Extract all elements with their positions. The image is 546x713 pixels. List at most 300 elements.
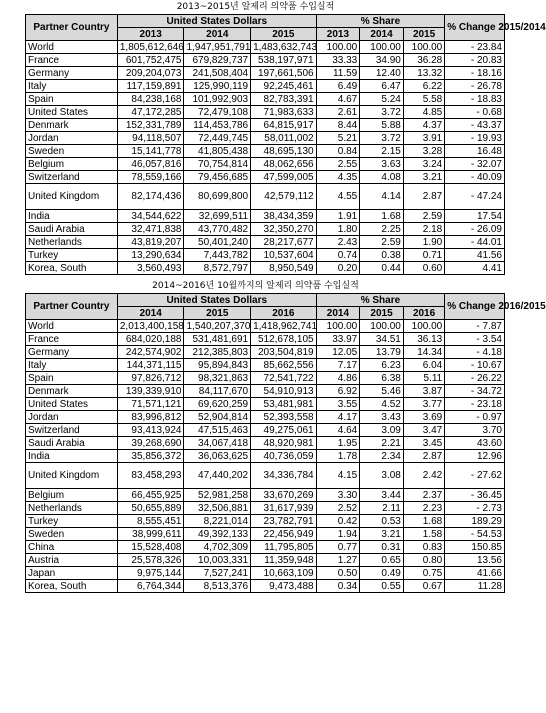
usd-cell: 85,662,556 <box>251 359 317 372</box>
table-row <box>26 54 505 67</box>
table-row <box>26 437 505 450</box>
usd-cell: 11,359,948 <box>251 554 317 567</box>
usd-cell: 35,856,372 <box>117 450 184 463</box>
usd-cell: 28,217,677 <box>251 236 317 249</box>
year-header: 2013 <box>316 28 360 41</box>
country-cell: Italy <box>26 80 118 93</box>
table-row <box>26 41 505 54</box>
usd-cell: 34,544,622 <box>117 210 184 223</box>
table1-caption: 2013~2015년 알제리 의약품 수입실적 <box>176 2 335 12</box>
usd-cell: 538,197,971 <box>251 54 317 67</box>
share-cell: 12.05 <box>316 346 360 359</box>
share-cell: 4.37 <box>403 119 444 132</box>
usd-cell: 49,275,061 <box>251 424 317 437</box>
usd-cell: 1,540,207,370 <box>184 320 251 333</box>
change-cell: 13.56 <box>445 554 505 567</box>
share-cell: 13.32 <box>403 67 444 80</box>
change-cell: - 18.16 <box>445 67 505 80</box>
usd-cell: 117,159,891 <box>117 80 184 93</box>
year-header: 2014 <box>117 307 184 320</box>
usd-cell: 66,455,925 <box>117 489 184 502</box>
usd-cell: 512,678,105 <box>251 333 317 346</box>
usd-cell: 50,655,889 <box>117 502 184 515</box>
country-cell: World <box>26 41 118 54</box>
table-row <box>26 424 505 437</box>
share-cell: 2.61 <box>316 106 360 119</box>
table-row <box>26 262 505 275</box>
share-cell: 8.44 <box>316 119 360 132</box>
usd-cell: 684,020,188 <box>117 333 184 346</box>
share-cell: 0.49 <box>360 567 404 580</box>
change-cell: - 43.37 <box>445 119 505 132</box>
share-cell: 6.92 <box>316 385 360 398</box>
country-cell: Netherlands <box>26 502 118 515</box>
year-header: 2015 <box>403 28 444 41</box>
country-cell: Denmark <box>26 385 118 398</box>
usd-cell: 531,481,691 <box>184 333 251 346</box>
table-row <box>26 145 505 158</box>
usd-cell: 34,336,784 <box>251 463 317 489</box>
usd-cell: 52,393,558 <box>251 411 317 424</box>
share-cell: 6.49 <box>316 80 360 93</box>
usd-cell: 54,910,913 <box>251 385 317 398</box>
country-cell: Saudi Arabia <box>26 437 118 450</box>
share-cell: 2.21 <box>360 437 404 450</box>
usd-cell: 47,440,202 <box>184 463 251 489</box>
usd-cell: 10,537,604 <box>251 249 317 262</box>
share-cell: 4.35 <box>316 171 360 184</box>
share-cell: 3.87 <box>403 385 444 398</box>
share-cell: 2.15 <box>360 145 404 158</box>
usd-cell: 23,782,791 <box>251 515 317 528</box>
usd-cell: 125,990,119 <box>184 80 251 93</box>
share-cell: 0.55 <box>360 580 404 593</box>
country-cell: Jordan <box>26 132 118 145</box>
share-cell: 1.95 <box>316 437 360 450</box>
table-row <box>26 398 505 411</box>
usd-cell: 4,702,309 <box>184 541 251 554</box>
country-cell: Sweden <box>26 145 118 158</box>
share-cell: 0.34 <box>316 580 360 593</box>
country-cell: United Kingdom <box>26 184 118 210</box>
share-cell: 4.15 <box>316 463 360 489</box>
usd-cell: 39,268,690 <box>117 437 184 450</box>
country-cell: Spain <box>26 372 118 385</box>
table-row <box>26 158 505 171</box>
share-cell: 13.79 <box>360 346 404 359</box>
table-row <box>26 210 505 223</box>
change-cell: - 32.07 <box>445 158 505 171</box>
year-header: 2015 <box>184 307 251 320</box>
usd-cell: 2,013,400,158 <box>117 320 184 333</box>
table-row <box>26 333 505 346</box>
usd-cell: 25,578,326 <box>117 554 184 567</box>
table-row <box>26 249 505 262</box>
change-cell: - 47.24 <box>445 184 505 210</box>
share-cell: 36.13 <box>403 333 444 346</box>
year-header: 2013 <box>117 28 184 41</box>
share-cell: 4.14 <box>360 184 404 210</box>
share-cell: 4.64 <box>316 424 360 437</box>
usd-cell: 46,057,816 <box>117 158 184 171</box>
share-cell: 0.44 <box>360 262 404 275</box>
share-cell: 2.25 <box>360 223 404 236</box>
share-cell: 6.22 <box>403 80 444 93</box>
share-cell: 1.80 <box>316 223 360 236</box>
usd-cell: 49,392,133 <box>184 528 251 541</box>
usd-cell: 31,617,939 <box>251 502 317 515</box>
usd-cell: 38,434,359 <box>251 210 317 223</box>
usd-cell: 58,011,002 <box>251 132 317 145</box>
share-cell: 6.38 <box>360 372 404 385</box>
change-cell: 3.70 <box>445 424 505 437</box>
share-cell: 14.34 <box>403 346 444 359</box>
share-cell: 36.28 <box>403 54 444 67</box>
usd-cell: 6,764,344 <box>117 580 184 593</box>
usd-cell: 1,483,632,743 <box>251 41 317 54</box>
table-row <box>26 411 505 424</box>
usd-cell: 144,371,115 <box>117 359 184 372</box>
table-row <box>26 515 505 528</box>
share-cell: 2.34 <box>360 450 404 463</box>
change-cell: 41.56 <box>445 249 505 262</box>
year-header: 2016 <box>251 307 317 320</box>
table-row <box>26 119 505 132</box>
usd-cell: 679,829,737 <box>184 54 251 67</box>
share-cell: 33.33 <box>316 54 360 67</box>
table-row <box>26 528 505 541</box>
table-row <box>26 567 505 580</box>
usd-cell: 152,331,789 <box>117 119 184 132</box>
share-cell: 34.90 <box>360 54 404 67</box>
table-row <box>26 223 505 236</box>
usd-cell: 93,413,924 <box>117 424 184 437</box>
table-row <box>26 132 505 145</box>
usd-header: United States Dollars <box>117 15 316 28</box>
usd-cell: 97,826,712 <box>117 372 184 385</box>
table-row <box>26 502 505 515</box>
share-cell: 6.23 <box>360 359 404 372</box>
usd-cell: 79,456,685 <box>184 171 251 184</box>
country-cell: France <box>26 54 118 67</box>
country-cell: United Kingdom <box>26 463 118 489</box>
share-cell: 1.68 <box>403 515 444 528</box>
share-cell: 2.55 <box>316 158 360 171</box>
table1-body <box>26 41 505 275</box>
usd-cell: 94,118,507 <box>117 132 184 145</box>
usd-cell: 9,975,144 <box>117 567 184 580</box>
table2 <box>25 293 546 593</box>
share-cell: 3.55 <box>316 398 360 411</box>
share-cell: 6.47 <box>360 80 404 93</box>
share-cell: 2.37 <box>403 489 444 502</box>
share-cell: 4.86 <box>316 372 360 385</box>
change-cell: - 10.67 <box>445 359 505 372</box>
table2-body <box>26 320 505 593</box>
share-cell: 4.52 <box>360 398 404 411</box>
table-row <box>26 385 505 398</box>
share-cell: 4.08 <box>360 171 404 184</box>
share-cell: 100.00 <box>316 41 360 54</box>
country-cell: Turkey <box>26 249 118 262</box>
share-cell: 1.94 <box>316 528 360 541</box>
change-cell: - 0.97 <box>445 411 505 424</box>
share-cell: 3.21 <box>403 171 444 184</box>
usd-cell: 82,174,436 <box>117 184 184 210</box>
usd-cell: 36,063,625 <box>184 450 251 463</box>
share-cell: 1.27 <box>316 554 360 567</box>
change-cell: - 4.18 <box>445 346 505 359</box>
usd-cell: 53,481,981 <box>251 398 317 411</box>
change-cell: - 20.83 <box>445 54 505 67</box>
usd-cell: 203,504,819 <box>251 346 317 359</box>
country-cell: India <box>26 210 118 223</box>
share-cell: 4.67 <box>316 93 360 106</box>
share-cell: 2.23 <box>403 502 444 515</box>
share-cell: 0.83 <box>403 541 444 554</box>
usd-cell: 8,950,549 <box>251 262 317 275</box>
table2-caption: 2014~2016년 10월까지의 알제리 의약품 수입실적 <box>152 281 359 291</box>
country-cell: Switzerland <box>26 424 118 437</box>
usd-cell: 13,290,634 <box>117 249 184 262</box>
change-cell: - 0.68 <box>445 106 505 119</box>
usd-cell: 92,245,461 <box>251 80 317 93</box>
change-cell: 189.29 <box>445 515 505 528</box>
share-cell: 1.90 <box>403 236 444 249</box>
usd-cell: 209,204,073 <box>117 67 184 80</box>
share-header: % Share <box>316 294 445 307</box>
partner-country-header: Partner Country <box>26 15 118 41</box>
share-cell: 4.55 <box>316 184 360 210</box>
share-cell: 4.85 <box>403 106 444 119</box>
share-cell: 2.11 <box>360 502 404 515</box>
change-cell: 43.60 <box>445 437 505 450</box>
table-row <box>26 184 505 210</box>
share-cell: 100.00 <box>360 41 404 54</box>
country-cell: Korea, South <box>26 580 118 593</box>
change-cell: - 18.83 <box>445 93 505 106</box>
share-cell: 2.87 <box>403 184 444 210</box>
usd-cell: 83,458,293 <box>117 463 184 489</box>
share-cell: 2.43 <box>316 236 360 249</box>
share-cell: 100.00 <box>403 41 444 54</box>
usd-cell: 7,443,782 <box>184 249 251 262</box>
country-cell: India <box>26 450 118 463</box>
usd-cell: 71,983,633 <box>251 106 317 119</box>
change-cell: - 26.78 <box>445 80 505 93</box>
usd-cell: 32,350,270 <box>251 223 317 236</box>
country-cell: Denmark <box>26 119 118 132</box>
change-cell: - 7.87 <box>445 320 505 333</box>
share-cell: 2.18 <box>403 223 444 236</box>
change-cell: - 26.09 <box>445 223 505 236</box>
country-cell: China <box>26 541 118 554</box>
usd-cell: 82,783,391 <box>251 93 317 106</box>
country-cell: Germany <box>26 346 118 359</box>
share-cell: 0.42 <box>316 515 360 528</box>
country-cell: World <box>26 320 118 333</box>
share-cell: 2.87 <box>403 450 444 463</box>
usd-cell: 242,574,902 <box>117 346 184 359</box>
usd-cell: 10,003,331 <box>184 554 251 567</box>
share-cell: 3.91 <box>403 132 444 145</box>
usd-cell: 69,620,259 <box>184 398 251 411</box>
partner-country-header: Partner Country <box>26 294 118 320</box>
country-cell: Italy <box>26 359 118 372</box>
share-cell: 3.08 <box>360 463 404 489</box>
usd-cell: 139,339,910 <box>117 385 184 398</box>
share-cell: 0.60 <box>403 262 444 275</box>
usd-cell: 71,571,121 <box>117 398 184 411</box>
table-row <box>26 236 505 249</box>
usd-cell: 47,172,285 <box>117 106 184 119</box>
share-cell: 0.80 <box>403 554 444 567</box>
share-cell: 5.88 <box>360 119 404 132</box>
table-row <box>26 450 505 463</box>
usd-cell: 114,453,786 <box>184 119 251 132</box>
usd-cell: 52,981,258 <box>184 489 251 502</box>
change-cell: - 23.84 <box>445 41 505 54</box>
share-cell: 3.43 <box>360 411 404 424</box>
usd-cell: 47,599,005 <box>251 171 317 184</box>
country-cell: United States <box>26 106 118 119</box>
share-cell: 3.21 <box>360 528 404 541</box>
share-cell: 5.58 <box>403 93 444 106</box>
change-cell: - 44.01 <box>445 236 505 249</box>
year-header: 2014 <box>360 28 404 41</box>
share-cell: 0.50 <box>316 567 360 580</box>
table1 <box>25 14 546 275</box>
change-cell: - 19.93 <box>445 132 505 145</box>
share-cell: 1.68 <box>360 210 404 223</box>
usd-cell: 48,920,981 <box>251 437 317 450</box>
change-cell: - 36.45 <box>445 489 505 502</box>
usd-cell: 8,513,376 <box>184 580 251 593</box>
table-row <box>26 580 505 593</box>
country-cell: Jordan <box>26 411 118 424</box>
country-cell: Belgium <box>26 158 118 171</box>
share-cell: 0.31 <box>360 541 404 554</box>
usd-cell: 1,418,962,741 <box>251 320 317 333</box>
table-row <box>26 359 505 372</box>
usd-cell: 64,815,917 <box>251 119 317 132</box>
table-row <box>26 554 505 567</box>
share-cell: 7.17 <box>316 359 360 372</box>
table-row <box>26 489 505 502</box>
share-cell: 12.40 <box>360 67 404 80</box>
share-cell: 5.11 <box>403 372 444 385</box>
share-cell: 1.91 <box>316 210 360 223</box>
table-row <box>26 346 505 359</box>
change-cell: - 26.22 <box>445 372 505 385</box>
usd-cell: 32,506,881 <box>184 502 251 515</box>
change-cell: 12.96 <box>445 450 505 463</box>
usd-cell: 34,067,418 <box>184 437 251 450</box>
share-cell: 0.53 <box>360 515 404 528</box>
country-cell: Japan <box>26 567 118 580</box>
year-header: 2016 <box>403 307 444 320</box>
share-cell: 5.21 <box>316 132 360 145</box>
usd-cell: 84,117,670 <box>184 385 251 398</box>
change-cell: - 54.53 <box>445 528 505 541</box>
usd-cell: 3,560,493 <box>117 262 184 275</box>
share-cell: 3.30 <box>316 489 360 502</box>
usd-cell: 1,947,951,791 <box>184 41 251 54</box>
share-cell: 3.47 <box>403 424 444 437</box>
change-cell: 41.66 <box>445 567 505 580</box>
share-cell: 3.77 <box>403 398 444 411</box>
usd-cell: 15,141,778 <box>117 145 184 158</box>
year-header: 2015 <box>251 28 317 41</box>
change-cell: 150.85 <box>445 541 505 554</box>
share-cell: 4.17 <box>316 411 360 424</box>
share-cell: 0.38 <box>360 249 404 262</box>
share-cell: 5.24 <box>360 93 404 106</box>
share-cell: 34.51 <box>360 333 404 346</box>
country-cell: Switzerland <box>26 171 118 184</box>
usd-cell: 32,471,838 <box>117 223 184 236</box>
share-cell: 0.20 <box>316 262 360 275</box>
usd-cell: 38,999,611 <box>117 528 184 541</box>
share-cell: 100.00 <box>316 320 360 333</box>
country-cell: Spain <box>26 93 118 106</box>
table-row <box>26 93 505 106</box>
usd-cell: 32,699,511 <box>184 210 251 223</box>
share-header: % Share <box>316 15 445 28</box>
usd-cell: 212,385,803 <box>184 346 251 359</box>
share-cell: 3.72 <box>360 132 404 145</box>
share-cell: 0.65 <box>360 554 404 567</box>
share-cell: 3.45 <box>403 437 444 450</box>
usd-cell: 33,670,269 <box>251 489 317 502</box>
usd-cell: 70,754,814 <box>184 158 251 171</box>
usd-cell: 50,401,240 <box>184 236 251 249</box>
table-row <box>26 106 505 119</box>
usd-cell: 47,515,463 <box>184 424 251 437</box>
change-cell: 17.54 <box>445 210 505 223</box>
country-cell: Germany <box>26 67 118 80</box>
usd-cell: 22,456,949 <box>251 528 317 541</box>
table-row <box>26 320 505 333</box>
change-cell: - 34.72 <box>445 385 505 398</box>
change-cell: - 3.54 <box>445 333 505 346</box>
table-row <box>26 372 505 385</box>
usd-cell: 78,559,166 <box>117 171 184 184</box>
usd-cell: 80,699,800 <box>184 184 251 210</box>
usd-cell: 43,819,207 <box>117 236 184 249</box>
usd-cell: 11,795,805 <box>251 541 317 554</box>
usd-cell: 83,996,812 <box>117 411 184 424</box>
usd-cell: 98,321,863 <box>184 372 251 385</box>
usd-cell: 72,479,108 <box>184 106 251 119</box>
share-cell: 2.59 <box>360 236 404 249</box>
share-cell: 2.59 <box>403 210 444 223</box>
country-cell: Sweden <box>26 528 118 541</box>
usd-cell: 10,663,109 <box>251 567 317 580</box>
change-header: % Change 2016/2015 <box>445 294 505 320</box>
table-row <box>26 67 505 80</box>
share-cell: 6.04 <box>403 359 444 372</box>
usd-cell: 42,579,112 <box>251 184 317 210</box>
usd-cell: 1,805,612,646 <box>117 41 184 54</box>
table-row <box>26 171 505 184</box>
usd-cell: 72,449,745 <box>184 132 251 145</box>
share-cell: 3.63 <box>360 158 404 171</box>
share-cell: 0.77 <box>316 541 360 554</box>
usd-cell: 197,661,506 <box>251 67 317 80</box>
year-header: 2014 <box>184 28 251 41</box>
share-cell: 1.58 <box>403 528 444 541</box>
